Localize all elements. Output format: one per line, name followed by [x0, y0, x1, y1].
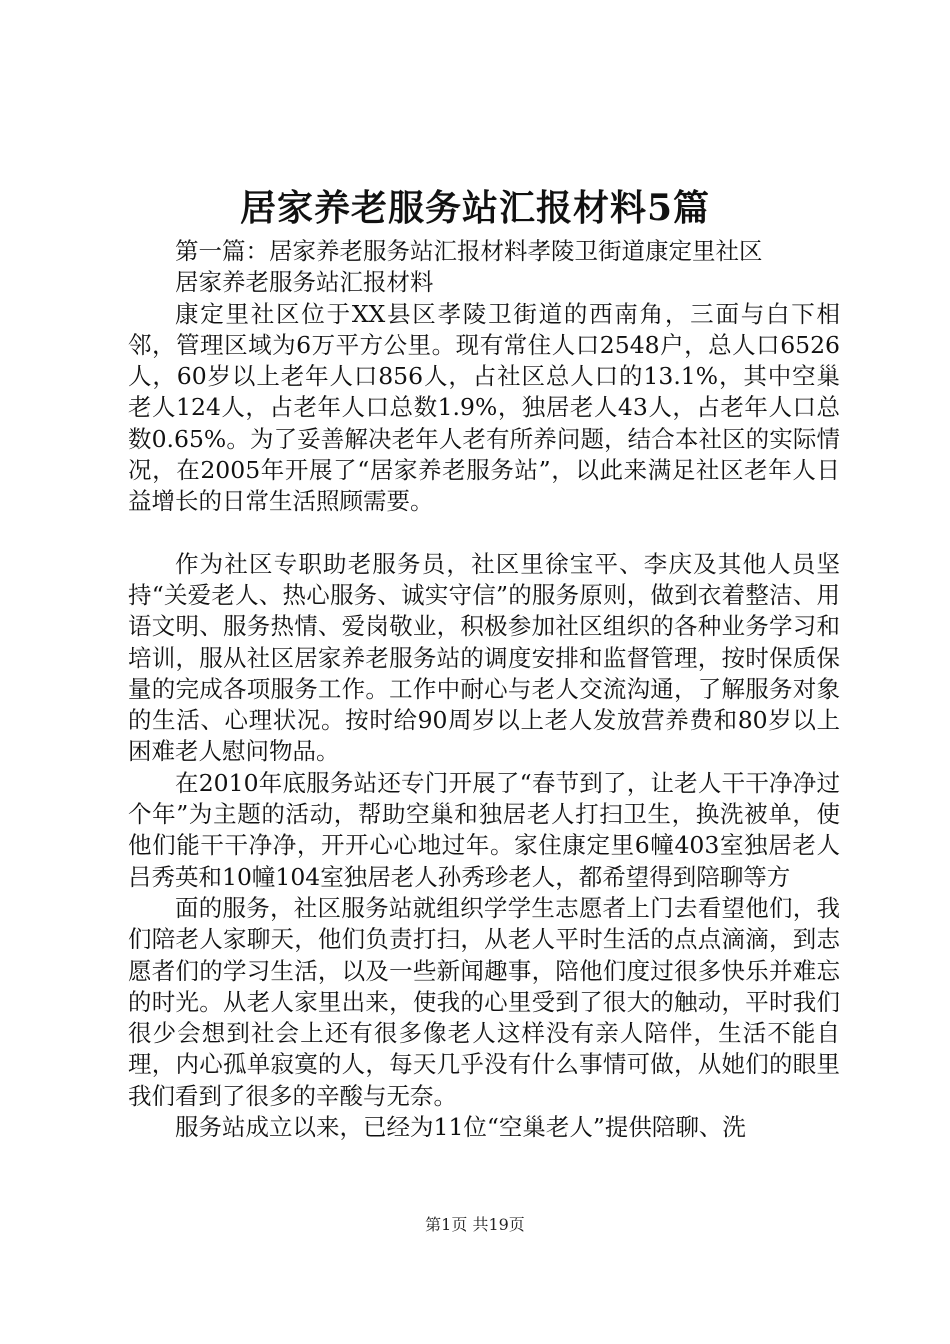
- paragraph-volunteers: 面的服务，社区服务站就组织学学生志愿者上门去看望他们，我们陪老人家聊天，他们负责打扫，从老人平时生活的点点滴滴，到志愿者们的学习生活，以及一些新闻趣事，陪他们度过很多快乐并难忘的时光。从老人家里出来，使我的心里受到了很大的触动，平时我们很少会想到社会上还有很多像老人这样没有亲人陪伴，生活不能自理，内心孤单寂寞的人，每天几乎没有什么事情可做，从她们的眼里我们看到了很多的辛酸与无奈。: [128, 893, 840, 1110]
- document-body: [128, 236, 840, 1143]
- paragraph-heading-2: 居家养老服务站汇报材料: [175, 268, 434, 297]
- paragraph-activity: 在2010年底服务站还专门开展了“春节到了，让老人干干净净过个年”为主题的活动，帮助空巢和独居老人打扫卫生，换洗被单，使他们能干干净净，开开心心地过年。家住康定里6幢403室独居老人吕秀英和10幢104室独居老人孙秀珍老人，都希望得到陪聊等方: [128, 768, 840, 891]
- paragraph-service-summary: 服务站成立以来，已经为11位“空巢老人”提供陪聊、洗: [175, 1113, 746, 1142]
- paragraph-heading-1: 第一篇：居家养老服务站汇报材料孝陵卫街道康定里社区: [175, 237, 763, 265]
- document-title: 居家养老服务站汇报材料5篇: [239, 187, 711, 229]
- paragraph-intro: 康定里社区位于XX县区孝陵卫街道的西南角，三面与白下相邻，管理区域为6万平方公里。现有常住人口2548户，总人口6526人，60岁以上老年人口856人，占社区总人口的13.1%，其中空巢老人124人，占老年人口总数1.9%，独居老人43人，占老年人口总数0.65%。为了妥善解决老年人老有所养问题，结合本社区的实际情况，在2005年开展了“居家养老服务站”，以此来满足社区老年人日益增长的日常生活照顾需要。: [128, 299, 840, 516]
- page-number-footer: 第1页 共19页: [425, 1215, 525, 1234]
- paragraph-staff: 作为社区专职助老服务员，社区里徐宝平、李庆及其他人员坚持“关爱老人、热心服务、诚实守信”的服务原则，做到衣着整洁、用语文明、服务热情、爱岗敬业，积极参加社区组织的各种业务学习和培训，服从社区居家养老服务站的调度安排和监督管理，按时保质保量的完成各项服务工作。工作中耐心与老人交流沟通，了解服务对象的生活、心理状况。按时给90周岁以上老人发放营养费和80岁以上困难老人慰问物品。: [128, 549, 840, 766]
